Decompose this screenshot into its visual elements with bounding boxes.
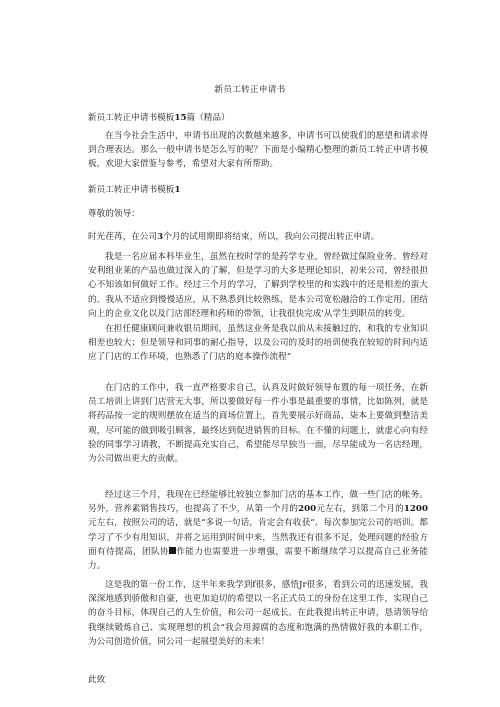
paragraph-2: 我是一名应届本科毕业生，虽然在校时学的是药学专业，曾经做过保险业务。曾经对安利组业莱的产品也做过深入的了解，但是学习的大多是理论知识，初来公司，曾经很担心不知该如何做好工作。经过三个月的学习，了解到学校里的和实践中的还是相差的蛮大的。我从不适应到慢慢适应，从不熟悉到比较熟练，是本公司宽松融洽的工作定用、团结向上的企业文化以及门店部经理和药师的带领，让我很快完成'从学生到职员的转变。 [88,252,428,319]
p5-number-2: 1200 [403,504,428,515]
p5-text-f: 作能力也需要进一步增强，需要不断继续学习以提高自己业务能力。 [88,546,428,572]
p5-text-a: 经过这三个月，我现在已经能够比较独立参加门店的基本工作，做一些门店的帐务。另外，营养素销售技巧，也提高了不少，从第一个月的 [88,490,428,515]
subtitle-count: 15 [174,113,187,123]
p1-number: 3 [157,232,164,242]
paragraph-5 [88,488,428,573]
p5-text-e: 元左右，按照公司的话，就是“多说一句话，肯定会有收获“。每次参加完公司的培训。都学习了不少有用知识，并将之运用到时间中来，当然我还有很多不足，处理问题的经验方面有待提高，团队协 [88,518,428,557]
p5-number-1: 200 [298,504,317,515]
paragraph-6: 这是我的第一份工作，这半年来我学到f很多，感悟Jr很多，看到公司的迅速发展，我深深地感到骄傲和自豪，也更加迫切的希望以一名正式员工的身份在这里工作，实现自己的奋斗目标，体现自己的人生价值，和公司一起成长。在此我提出转正申请，恳请领导给我继续锻炼自己、实现理想的机会“我会用源腐的态度和饱满的热情做好我的本职工作，为公司创造价值，同公司一起展望美好的未来！ [88,580,428,647]
subtitle-suffix: 篇（精品） [186,113,230,123]
paragraph-4: 在门店的工作中，我一直严格要求自己，认真及时做好领导布置的每一项任务，在新员工培训上讲到门店营无大事，所以要做好每一件小事是最重要的事情，比如陈列，就是将药品按一定的规则摆放在适当的商场位置上，首先要展示好商品，柒本上要做到整洁美观，尽可能的做到吸引顾客，最终达到促进销售的目标。在不懂的问题上，就虚心向有经验的同事学习请教，不断提高充实自己，希望能尽早独当一面，尽早能成为一名店经理，为公司做出更大的贡献。 [88,383,428,465]
subtitle-text: 新员工转正申请书模板 [88,113,175,123]
closing: 此致 [88,675,106,685]
p1-text-a: 时光荏苒，在公司 [88,232,158,242]
redaction-block-icon [169,547,176,554]
salutation: 尊敬的领导： [88,209,140,219]
paragraph-3: 在担任健康顾问兼收银员期间，虽然这业务是我以前从未接触过的，和我的专业知识相差也较大；但是领导和同事的耐心指导，以及公司的及时的培训使我在较短的时间内适应了门店的工作环境，也熟悉了门店的庭本操作流程“ [88,324,428,363]
p1-text-c: 个月的试用期即将结束，所以，我向公司提出转正申请。 [163,232,380,242]
template-heading [88,183,428,197]
template-heading-text: 新员工转正申请书模板 [88,185,175,195]
template-heading-number: 1 [174,185,181,195]
p5-text-c: 元左右，到第二个月的 [316,504,404,515]
intro-paragraph: 在当今社会生活中，申请书出现的次数越来越多，申请书可以使我们的愿望和请求得到合理表达。那么一般申请书是怎么写的呢？下面是小编精心整理的新员工转正申请书模板，欢迎大家借鉴与参考，希望对大家有所帮助。 [88,131,428,170]
document-title: 新员工转正申请书 [214,85,286,95]
document-subtitle [88,111,428,125]
paragraph-1 [88,230,428,244]
